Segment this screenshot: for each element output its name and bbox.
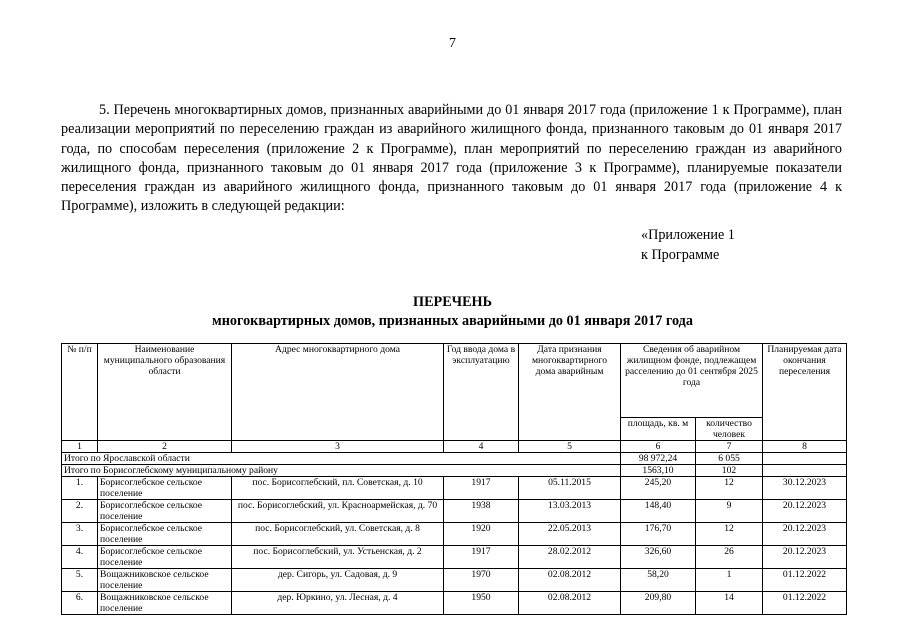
table-row: [62, 569, 847, 592]
header-num: № п/п: [62, 344, 98, 441]
column-number: 8: [763, 441, 847, 453]
row-num: 6.: [62, 592, 98, 615]
row-people: 12: [696, 477, 763, 500]
appendix-reference: [641, 226, 735, 265]
total-region-empty: [763, 453, 847, 465]
header-address: Адрес многоквартирного дома: [232, 344, 444, 441]
row-municipality: Вощажниковское сельское поселение: [98, 569, 232, 592]
header-year: Год ввода дома в эксплуатацию: [444, 344, 519, 441]
row-address: дер. Юркино, ул. Лесная, д. 4: [232, 592, 444, 615]
row-num: 1.: [62, 477, 98, 500]
row-address: пос. Борисоглебский, ул. Устьенская, д. 2: [232, 546, 444, 569]
row-area: 209,80: [621, 592, 696, 615]
row-date: 05.11.2015: [519, 477, 621, 500]
table-row: [62, 477, 847, 500]
total-region-people: 6 055: [696, 453, 763, 465]
row-area: 326,60: [621, 546, 696, 569]
row-date: 13.03.2013: [519, 500, 621, 523]
title-line-1: ПЕРЕЧЕНЬ: [413, 294, 492, 310]
total-district-row: [62, 465, 847, 477]
row-date: 02.08.2012: [519, 592, 621, 615]
row-year: 1950: [444, 592, 519, 615]
row-date: 02.08.2012: [519, 569, 621, 592]
row-planned: 20.12.2023: [763, 500, 847, 523]
row-num: 3.: [62, 523, 98, 546]
total-region-label: Итого по Ярославской области: [62, 453, 621, 465]
row-planned: 20.12.2023: [763, 523, 847, 546]
row-year: 1920: [444, 523, 519, 546]
row-address: дер. Сигорь, ул. Садовая, д. 9: [232, 569, 444, 592]
header-info-group: Сведения об аварийном жилищном фонде, подлежащем расселению до 01 сентября 2025 года: [621, 344, 763, 418]
header-area: площадь, кв. м: [621, 418, 696, 441]
row-date: 28.02.2012: [519, 546, 621, 569]
column-number-row: [62, 441, 847, 453]
column-number: 7: [696, 441, 763, 453]
column-number: 2: [98, 441, 232, 453]
row-area: 58,20: [621, 569, 696, 592]
row-num: 2.: [62, 500, 98, 523]
row-area: 245,20: [621, 477, 696, 500]
row-people: 9: [696, 500, 763, 523]
header-planned-date: Планируемая дата окончания переселения: [763, 344, 847, 441]
column-number: 3: [232, 441, 444, 453]
header-date-emergency: Дата признания многоквартирного дома аварийным: [519, 344, 621, 441]
total-region-row: [62, 453, 847, 465]
row-address: пос. Борисоглебский, ул. Красноармейская, д. 70: [232, 500, 444, 523]
title-line-2: многоквартирных домов, признанных аварийными до 01 января 2017 года: [212, 313, 693, 329]
row-municipality: Вощажниковское сельское поселение: [98, 592, 232, 615]
table-row: [62, 523, 847, 546]
row-municipality: Борисоглебское сельское поселение: [98, 546, 232, 569]
row-people: 26: [696, 546, 763, 569]
row-people: 14: [696, 592, 763, 615]
row-municipality: Борисоглебское сельское поселение: [98, 477, 232, 500]
row-num: 4.: [62, 546, 98, 569]
header-row-1: [62, 344, 847, 418]
document-title: [0, 293, 905, 331]
register-table-wrapper: [61, 343, 846, 615]
row-planned: 20.12.2023: [763, 546, 847, 569]
row-people: 1: [696, 569, 763, 592]
row-year: 1917: [444, 546, 519, 569]
row-address: пос. Борисоглебский, пл. Советская, д. 10: [232, 477, 444, 500]
body-paragraph: 5. Перечень многоквартирных домов, признанных аварийными до 01 января 2017 года (приложение 1 к Программе), план реализации мероприятий по переселению граждан из аварийного жилищного фонда, признанного таковым до 01 января 2017 года, по способам переселения (приложение 2 к Программе), план мероприятий по переселению граждан из аварийного жилищного фонда, признанного таковым до 01 января 2017 года (приложение 3 к Программе), планируемые показатели переселения граждан из аварийного жилищного фонда, признанного таковым до 01 января 2017 года (приложение 4 к Программе), изложить в следующей редакции:: [61, 102, 842, 215]
appendix-line-2: к Программе: [641, 246, 720, 263]
row-date: 22.05.2013: [519, 523, 621, 546]
row-area: 176,70: [621, 523, 696, 546]
total-region-area: 98 972,24: [621, 453, 696, 465]
total-district-label: Итого по Борисоглебскому муниципальному району: [62, 465, 621, 477]
header-municipality: Наименование муниципального образования области: [98, 344, 232, 441]
column-number: 6: [621, 441, 696, 453]
table-row: [62, 546, 847, 569]
appendix-line-1: «Приложение 1: [641, 227, 735, 243]
row-num: 5.: [62, 569, 98, 592]
total-district-area: 1563,10: [621, 465, 696, 477]
row-municipality: Борисоглебское сельское поселение: [98, 500, 232, 523]
row-year: 1970: [444, 569, 519, 592]
column-number: 4: [444, 441, 519, 453]
register-table: [61, 343, 847, 615]
table-row: [62, 500, 847, 523]
row-planned: 01.12.2022: [763, 569, 847, 592]
row-planned: 01.12.2022: [763, 592, 847, 615]
row-year: 1917: [444, 477, 519, 500]
total-district-people: 102: [696, 465, 763, 477]
column-number: 1: [62, 441, 98, 453]
row-address: пос. Борисоглебский, ул. Советская, д. 8: [232, 523, 444, 546]
row-planned: 30.12.2023: [763, 477, 847, 500]
table-row: [62, 592, 847, 615]
header-people: количество человек: [696, 418, 763, 441]
row-municipality: Борисоглебское сельское поселение: [98, 523, 232, 546]
total-district-empty: [763, 465, 847, 477]
row-area: 148,40: [621, 500, 696, 523]
row-year: 1938: [444, 500, 519, 523]
page-number: 7: [449, 36, 456, 51]
column-number: 5: [519, 441, 621, 453]
row-people: 12: [696, 523, 763, 546]
